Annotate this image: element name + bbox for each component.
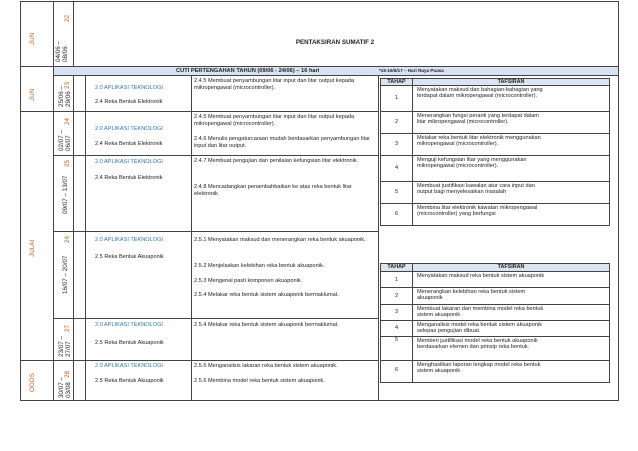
week-number-27: 27 <box>64 324 71 332</box>
week-number-28: 28 <box>64 370 71 378</box>
standard-item: 2.4.7 Membuat pengujian dan penilaian kefungsian litar elektronik. <box>194 158 359 164</box>
tafsiran-desc: Menerangkan fungsi peranti yang terdapat dalam litar mikropengawal (microcontroller). <box>417 112 539 126</box>
topic-label: 2.0 APLIKASI TEKNOLOGI <box>95 363 163 369</box>
tafsiran-level: 5 <box>394 337 399 343</box>
tafsiran-desc: Menyatakan maksud reka bentuk sistem akuaponik <box>417 272 545 279</box>
standard-item: 2.4.5 Membuat penyambungan litar input dan litar output kepada mikropengawal (microcontroller). <box>194 114 355 127</box>
tafsiran-level: 2 <box>394 293 399 299</box>
tafsiran-level: 6 <box>394 367 399 373</box>
subtopic-label: 2.5 Reka Bentuk Akuaponik <box>95 254 164 260</box>
tafsiran-level: 3 <box>394 309 399 315</box>
week-number-24: 24 <box>64 117 71 125</box>
standard-item: 2.4.8 Mencadangkan penambahbaikan ke atas reka bentuk litar elektronik <box>194 184 352 197</box>
standard-item: 2.4.5 Membuat penyambungan litar input dan litar output kepada mikropengawal (microcontroller). <box>194 78 355 91</box>
tafsiran-level: 6 <box>394 211 399 217</box>
month-label-ogos: OGOS <box>29 373 36 392</box>
subtopic-label: 2.4 Reka Bentuk Elektronik <box>95 141 163 147</box>
topic-label: 2.0 APLIKASI TEKNOLOGI <box>95 126 163 132</box>
tafsiran-desc: Membuat justifikasi kawalan atur cara input dan output bagi menyelesaikan masalah <box>417 182 535 196</box>
tafsiran-level: 1 <box>394 95 399 101</box>
tafsiran-desc: Menguji kefungsian litar yang menggunakan mikropengawal (microcontroller). <box>417 156 527 170</box>
week-dates-24: 02/07 – 06/07 <box>58 129 72 151</box>
week-dates-23: 25/06 – 29/06 <box>58 85 72 107</box>
subtopic-label: 2.5 Reka Bentuk Akuaponik <box>95 340 164 346</box>
week-dates-22: 04/06 – 08/06 <box>55 40 69 62</box>
tafsiran-desc: Menyatakan maksud dan bahagian-bahagian yang terdapat dalam mikropengawal (microcontroller). <box>417 86 543 100</box>
tafsiran-level: 5 <box>394 189 399 195</box>
holiday-title: CUTI PERTENGAHAN TAHUN (09/06 - 24/06) – 16 hari <box>176 67 320 74</box>
week-dates-26: 16/07 – 20/07 <box>62 255 69 294</box>
tafsiran-col-tafsiran: TAFSIRAN <box>497 264 525 270</box>
week-number-25: 25 <box>64 159 71 167</box>
tafsiran-level: 4 <box>394 325 399 331</box>
subtopic-label: 2.5 Reka Bentuk Akuaponik <box>95 378 164 384</box>
tafsiran-col-tahap: TAHAP <box>387 264 406 270</box>
standard-item: 2.5.5 Menganalisis lakaran reka bentuk sistem akuaponik. <box>194 363 338 369</box>
tafsiran-table-akuaponik <box>380 263 610 383</box>
month-label-jun: JUN <box>29 88 36 101</box>
standard-item: 2.5.4 Melakar reka bentuk sistem akuaponik bermaklumat. <box>194 322 339 328</box>
week-number-26: 26 <box>64 235 71 243</box>
standard-item: 2.4.6 Menulis pengaturcaraan mudah berdasarkan penyambungan litar input dan litar output. <box>194 136 371 149</box>
standard-item: 2.5.1 Menyatakan maksud dan menerangkan reka bentuk akuaponik. <box>194 237 366 243</box>
week-number-23: 23 <box>64 81 71 89</box>
tafsiran-desc: Menganalisis model reka bentuk sistem akuaponik selepas pengujian dibuat. <box>417 321 542 335</box>
topic-label: 2.0 APLIKASI TEKNOLOGI <box>95 85 163 91</box>
tafsiran-desc: Membina litar elektronik kawalan mikropengawal (microcontroller) yang berfungsi <box>417 204 538 218</box>
tafsiran-desc: Menghasilkan laporan lengkap model reka bentuk sistem akuaponik <box>417 361 541 375</box>
standard-item: 2.5.3 Mengenal pasti komponen akuaponik. <box>194 278 303 284</box>
topic-label: 2.0 APLIKASI TEKNOLOGI <box>95 322 163 328</box>
month-label-jun-top: JUN <box>29 32 36 45</box>
topic-label: 2.0 APLIKASI TEKNOLOGI <box>95 159 163 165</box>
tafsiran-level: 3 <box>394 141 399 147</box>
tafsiran-desc: Memberi justifikasi model reka bentuk akuaponik berdasarkan elemen dan prinsip reka bentuk. <box>417 337 538 351</box>
week-dates-25: 09/07 – 13/07 <box>62 175 69 214</box>
standard-item: 2.5.2 Menjelaskan kelebihan reka bentuk akuaponik. <box>194 263 325 269</box>
month-label-julai: JULAI <box>29 239 36 257</box>
subtopic-label: 2.4 Reka Bentuk Elektronik <box>95 99 163 105</box>
standard-item: 2.5.6 Membina model reka bentuk sistem akuaponik. <box>194 378 325 384</box>
subtopic-label: 2.4 Reka Bentuk Elektronik <box>95 175 163 181</box>
tafsiran-desc: Melakar reka bentuk litar elektronik menggunakan mikropengawal (microcontroller). <box>417 134 541 148</box>
week-dates-27: 23/07 – 27/07 <box>58 335 72 357</box>
holiday-note: *15-16/6/17 – Hari Raya Puasa <box>379 67 444 73</box>
week-number-22: 22 <box>64 14 71 22</box>
standard-item: 2.5.4 Melakar reka bentuk sistem akuaponik bermaklumat. <box>194 292 339 298</box>
week-dates-28: 30/07 – 03/08 <box>58 376 72 398</box>
tafsiran-col-tahap: TAHAP <box>387 78 406 85</box>
topic-label: 2.0 APLIKASI TEKNOLOGI <box>95 237 163 243</box>
tafsiran-level: 2 <box>394 119 399 125</box>
tafsiran-level: 1 <box>394 277 399 283</box>
tafsiran-level: 4 <box>394 165 399 171</box>
tafsiran-col-tafsiran: TAFSIRAN <box>497 78 525 85</box>
tafsiran-desc: Membuat lakaran dan membina model reka bentuk sistem akuaponik <box>417 305 544 319</box>
tafsiran-desc: Menerangkan kelebihan reka bentuk sistem akuaponik <box>417 288 526 302</box>
page-title: PENTAKSIRAN SUMATIF 2 <box>295 39 375 46</box>
tafsiran-table-electronics <box>380 78 610 225</box>
